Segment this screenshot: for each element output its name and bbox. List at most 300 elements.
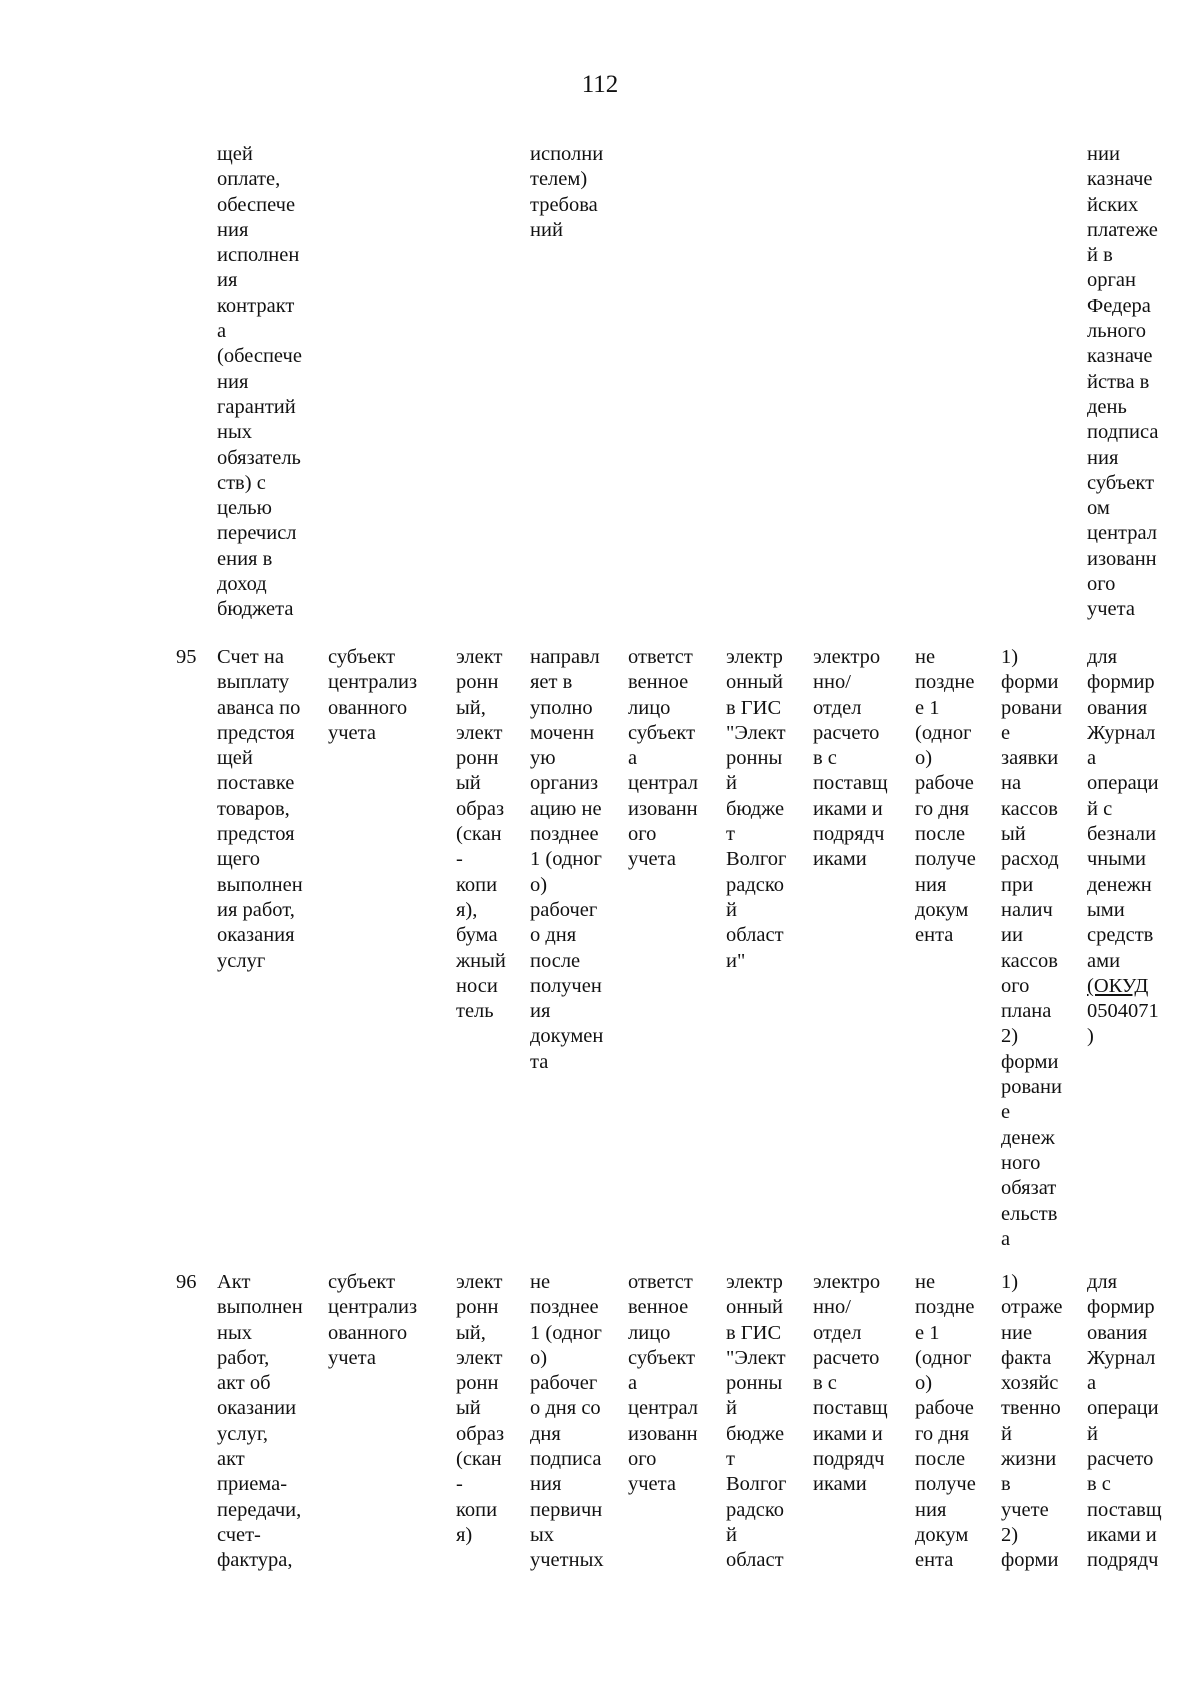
text-line: й	[726, 1397, 737, 1420]
text-line: аванса по	[217, 696, 301, 719]
text-line: отдел	[813, 1321, 862, 1344]
text-line: "Элект	[726, 1346, 786, 1369]
text-line: целью	[217, 497, 272, 520]
text-line: о)	[915, 747, 933, 770]
text-line: выполнен	[217, 873, 303, 896]
continuation-purpose-cell	[1087, 142, 1158, 623]
text-line: я)	[456, 1523, 473, 1546]
text-line: для	[1087, 1271, 1118, 1293]
text-line: йских	[1087, 193, 1139, 216]
text-line: й	[726, 898, 737, 921]
text-line: докум	[915, 1523, 969, 1546]
text-line: ии	[1001, 924, 1023, 947]
text-line: ования	[1087, 696, 1148, 719]
text-line: й	[1001, 1422, 1012, 1445]
text-line: щего	[217, 848, 261, 871]
text-line: ованного	[328, 696, 408, 719]
text-line: централ	[1087, 522, 1158, 545]
text-line: перечисл	[217, 522, 297, 545]
text-line: товаров,	[217, 797, 290, 820]
text-line: расчето	[813, 1346, 880, 1369]
text-line: ый,	[456, 1321, 486, 1344]
text-line: рабочег	[530, 1372, 598, 1395]
text-line: поставщ	[1087, 1498, 1162, 1521]
text-line: направл	[530, 646, 600, 668]
text-line: акт об	[217, 1372, 271, 1395]
text-line: о дня со	[530, 1397, 601, 1420]
text-line: учета	[328, 1346, 376, 1369]
text-line: е 1	[915, 696, 940, 719]
type-cell	[456, 645, 506, 1024]
text-line: ого	[1001, 974, 1030, 997]
text-line: поставщ	[813, 772, 888, 795]
text-line: в	[1001, 1473, 1011, 1496]
text-line: не	[915, 646, 936, 668]
text-line: при	[1001, 873, 1034, 896]
text-line: (скан	[456, 823, 502, 846]
text-line: венное	[628, 671, 689, 694]
text-line: позднее	[530, 823, 599, 846]
text-line: нно/	[813, 671, 851, 694]
text-line: ответст	[628, 646, 693, 668]
text-line: оказания	[217, 924, 295, 947]
text-line: ых	[530, 1523, 555, 1546]
text-line: (ОКУД	[1087, 974, 1149, 997]
text-line: ронн	[456, 747, 499, 770]
deadline-cell	[530, 645, 603, 1075]
text-line: контракт	[217, 294, 295, 317]
text-line: ств) с	[217, 471, 266, 494]
text-line: централиз	[328, 1296, 418, 1319]
text-line: го дня	[915, 797, 970, 820]
text-line: подписа	[1087, 421, 1159, 444]
text-line: получен	[530, 974, 602, 997]
text-line: образ	[456, 797, 505, 820]
text-line: ыми	[1087, 898, 1125, 921]
text-line: на	[1001, 772, 1022, 795]
text-line: Журнал	[1087, 1346, 1156, 1369]
text-line: ний	[530, 218, 563, 241]
text-line: субъект	[328, 1271, 396, 1293]
text-line: ронн	[456, 1372, 499, 1395]
text-line: операци	[1087, 1397, 1159, 1420]
text-line: бюдже	[726, 797, 785, 820]
text-line: кассов	[1001, 797, 1058, 820]
text-line: иками	[813, 1473, 867, 1496]
name-cell	[217, 1270, 303, 1574]
deadline-cell	[530, 1270, 604, 1574]
text-line: счет-	[217, 1523, 261, 1546]
text-line: налич	[1001, 898, 1053, 921]
text-line: ия работ,	[217, 898, 295, 921]
text-line: ния	[1087, 446, 1119, 469]
purpose-cell	[1001, 645, 1062, 1252]
page-number: 112	[581, 71, 619, 98]
text-line: субъект	[328, 646, 396, 668]
text-line: исполнен	[217, 244, 300, 267]
text-line: Счет на	[217, 646, 284, 668]
term-cell	[915, 645, 976, 949]
text-line: тель	[456, 1000, 494, 1023]
term-cell	[915, 1270, 976, 1574]
format-cell	[726, 1270, 786, 1574]
text-line: иками	[813, 848, 867, 871]
text-line: й	[726, 1523, 737, 1546]
text-line: телем)	[530, 168, 588, 191]
text-line: элект	[456, 1346, 503, 1369]
text-line: онный	[726, 1296, 783, 1319]
continuation-deadline-cell	[530, 142, 603, 243]
row-number: 95	[176, 646, 197, 668]
name-cell	[217, 645, 303, 974]
text-line: жный	[456, 949, 506, 972]
text-line: субъект	[628, 1346, 696, 1369]
text-line: отдел	[813, 696, 862, 719]
text-line: образ	[456, 1422, 505, 1445]
text-line: позднее	[530, 1296, 599, 1319]
text-line: кассов	[1001, 949, 1058, 972]
text-line: учета	[628, 1473, 676, 1496]
text-line: нии	[1087, 143, 1120, 165]
continuation-name-cell	[217, 142, 302, 623]
text-line: поздне	[915, 671, 975, 694]
text-line: электро	[813, 646, 881, 668]
text-line: заявки	[1001, 747, 1059, 770]
text-line: а	[1087, 1372, 1097, 1395]
author-cell	[328, 1270, 417, 1371]
text-line: в ГИС	[726, 1321, 782, 1344]
text-line: й	[1087, 1422, 1098, 1445]
text-line: и"	[726, 949, 746, 972]
text-line: ого	[628, 1448, 657, 1471]
text-line: выполнен	[217, 1296, 303, 1319]
text-line: элект	[456, 1271, 503, 1293]
text-line: организ	[530, 772, 599, 795]
text-line: не	[530, 1271, 551, 1293]
text-line: централ	[628, 1397, 699, 1420]
text-line: жизни	[1001, 1448, 1057, 1471]
text-line: ую	[530, 747, 556, 770]
text-line: 1)	[1001, 1271, 1019, 1293]
text-line: ого	[628, 823, 657, 846]
text-line: о)	[530, 873, 548, 896]
responsible-cell	[628, 1270, 698, 1498]
text-line: лицо	[628, 1321, 671, 1344]
text-line: а	[628, 1372, 638, 1395]
text-line: изованн	[628, 1422, 698, 1445]
text-line: передачи,	[217, 1498, 302, 1521]
text-line: й с	[1087, 797, 1113, 820]
text-line: 0504071	[1087, 1000, 1159, 1023]
text-line: е 1	[915, 1321, 940, 1344]
text-line: хозяйс	[1001, 1372, 1059, 1395]
text-line: яет в	[530, 671, 573, 694]
usage-cell	[1087, 645, 1159, 1050]
usage-cell	[1087, 1270, 1162, 1574]
text-line: плана	[1001, 1000, 1052, 1023]
text-line: ованного	[328, 1321, 408, 1344]
text-line: обязатель	[217, 446, 301, 469]
text-line: поставщ	[813, 1397, 888, 1420]
text-line: подрядч	[813, 823, 885, 846]
text-line: област	[726, 924, 784, 947]
text-line: ронны	[726, 1372, 783, 1395]
text-line: изованн	[628, 797, 698, 820]
text-line: ронн	[456, 1296, 499, 1319]
text-line: ния	[217, 370, 249, 393]
text-line: ый,	[456, 696, 486, 719]
text-line: электро	[813, 1271, 881, 1293]
text-line: в с	[1087, 1473, 1111, 1496]
text-line: "Элект	[726, 721, 786, 744]
text-line: иками и	[813, 797, 883, 820]
text-line: чными	[1087, 848, 1146, 871]
text-line: рабоче	[915, 1397, 974, 1420]
text-line: выплату	[217, 671, 290, 694]
format-cell	[726, 645, 786, 974]
text-line: й в	[1087, 244, 1113, 267]
text-line: форми	[1001, 671, 1059, 694]
text-line: )	[1087, 1025, 1094, 1048]
text-line: ый	[456, 1397, 481, 1420]
text-line: исполни	[530, 143, 604, 165]
text-line: форми	[1001, 1050, 1059, 1073]
text-line: ние	[1001, 1321, 1033, 1344]
text-line: денежн	[1087, 873, 1152, 896]
text-line: гарантий	[217, 395, 296, 418]
text-line: в с	[813, 747, 837, 770]
text-line: оказании	[217, 1397, 297, 1420]
text-line: ого	[1087, 573, 1116, 596]
text-line: орган	[1087, 269, 1136, 292]
text-line: подрядч	[1087, 1549, 1159, 1572]
text-line: централиз	[328, 671, 418, 694]
text-line: бума	[456, 924, 498, 947]
text-line: (одног	[915, 721, 972, 744]
text-line: обеспече	[217, 193, 296, 216]
text-line: онный	[726, 671, 783, 694]
text-line: в ГИС	[726, 696, 782, 719]
text-line: рабоче	[915, 772, 974, 795]
text-line: област	[726, 1549, 784, 1572]
text-line: е	[1001, 1101, 1011, 1124]
text-line: рабочег	[530, 898, 598, 921]
text-line: Акт	[217, 1271, 251, 1293]
text-line: приема-	[217, 1473, 288, 1496]
text-line: ных	[217, 421, 252, 444]
recipient-cell	[813, 1270, 888, 1498]
text-line: твенно	[1001, 1397, 1061, 1420]
text-line: операци	[1087, 772, 1159, 795]
text-line: т	[726, 823, 735, 846]
text-line: централ	[628, 772, 699, 795]
text-line: после	[530, 949, 581, 972]
text-line: (обеспече	[217, 345, 302, 368]
text-line: учета	[1087, 598, 1135, 621]
text-line: йства в	[1087, 370, 1150, 393]
text-line: 1 (одног	[530, 1321, 602, 1344]
text-line: ния	[530, 1473, 562, 1496]
text-line: радско	[726, 873, 785, 896]
text-line: 2)	[1001, 1523, 1019, 1546]
text-line: услуг,	[217, 1422, 269, 1445]
text-line: отраже	[1001, 1296, 1063, 1319]
text-line: я),	[456, 898, 478, 921]
responsible-cell	[628, 645, 698, 873]
text-line: предстоя	[217, 721, 295, 744]
text-line: докум	[915, 898, 969, 921]
text-line: Волгог	[726, 848, 787, 871]
text-line: копи	[456, 1498, 498, 1521]
text-line: моченн	[530, 721, 595, 744]
text-line: иками и	[1087, 1523, 1157, 1546]
text-line: о)	[915, 1372, 933, 1395]
text-line: ования	[1087, 1321, 1148, 1344]
text-line: средств	[1087, 924, 1154, 947]
text-line: для	[1087, 646, 1118, 668]
text-line: после	[915, 823, 966, 846]
text-line: расчето	[1087, 1448, 1154, 1471]
text-line: Журнал	[1087, 721, 1156, 744]
text-line: работ,	[217, 1346, 270, 1369]
text-line: венное	[628, 1296, 689, 1319]
text-line: Федера	[1087, 294, 1151, 317]
text-line: обязат	[1001, 1177, 1057, 1200]
text-line: денеж	[1001, 1126, 1055, 1149]
text-line: а	[217, 320, 227, 343]
text-line: ами	[1087, 949, 1121, 972]
text-line: о дня	[530, 924, 577, 947]
text-line: о)	[530, 1346, 548, 1369]
text-line: 2)	[1001, 1025, 1019, 1048]
text-line: ния	[217, 218, 249, 241]
text-line: казначе	[1087, 345, 1153, 368]
text-line: акт	[217, 1448, 245, 1471]
text-line: а	[628, 747, 638, 770]
text-line: оплате,	[217, 168, 281, 191]
text-line: носи	[456, 974, 498, 997]
text-line: ных	[217, 1321, 252, 1344]
text-line: расчето	[813, 721, 880, 744]
text-line: ответст	[628, 1271, 693, 1293]
text-line: изованн	[1087, 547, 1157, 570]
text-line: формир	[1087, 1296, 1155, 1319]
text-line: щей	[217, 143, 253, 165]
text-line: субъект	[628, 721, 696, 744]
text-line: электр	[726, 1271, 783, 1293]
text-line: ровани	[1001, 1076, 1062, 1099]
text-line: предстоя	[217, 823, 295, 846]
text-line: услуг	[217, 949, 266, 972]
text-line: субъект	[1087, 471, 1155, 494]
text-line: фактура,	[217, 1549, 293, 1572]
text-line: ента	[915, 1549, 954, 1572]
text-line: льного	[1087, 320, 1146, 343]
text-line: ронн	[456, 671, 499, 694]
type-cell	[456, 1270, 504, 1548]
text-line: день	[1087, 395, 1127, 418]
text-line: та	[530, 1050, 549, 1073]
text-line: го дня	[915, 1422, 970, 1445]
text-line: а	[1087, 747, 1097, 770]
text-line: докумен	[530, 1025, 604, 1048]
text-line: 1 (одног	[530, 848, 602, 871]
text-line: ения в	[217, 547, 273, 570]
author-cell	[328, 645, 417, 746]
row-number: 96	[176, 1271, 197, 1293]
text-line: элект	[456, 721, 503, 744]
text-line: факта	[1001, 1346, 1052, 1369]
text-line: получе	[915, 1473, 976, 1496]
text-line: ния	[915, 1498, 947, 1521]
text-line: подписа	[530, 1448, 602, 1471]
text-line: формир	[1087, 671, 1155, 694]
text-line: получе	[915, 848, 976, 871]
text-line: е	[1001, 721, 1011, 744]
text-line: ый	[456, 772, 481, 795]
text-line: -	[456, 848, 463, 871]
text-line: ия	[217, 269, 238, 292]
text-line: 1)	[1001, 646, 1019, 668]
text-line: ного	[1001, 1151, 1041, 1174]
text-line: ента	[915, 924, 954, 947]
text-line: ронны	[726, 747, 783, 770]
text-line: дня	[530, 1422, 561, 1445]
text-line: поздне	[915, 1296, 975, 1319]
text-line: электр	[726, 646, 783, 668]
purpose-cell	[1001, 1270, 1063, 1574]
recipient-cell	[813, 645, 888, 873]
text-line: требова	[530, 193, 598, 216]
text-line: подрядч	[813, 1448, 885, 1471]
text-line: бюджета	[217, 598, 294, 621]
text-line: й	[726, 772, 737, 795]
text-line: ом	[1087, 497, 1110, 520]
text-line: учете	[1001, 1498, 1049, 1521]
text-line: элект	[456, 646, 503, 668]
text-line: уполно	[530, 696, 593, 719]
text-line: поставке	[217, 772, 295, 795]
text-line: ельств	[1001, 1202, 1058, 1225]
text-line: форми	[1001, 1549, 1059, 1572]
text-line: (скан	[456, 1448, 502, 1471]
text-line: -	[456, 1473, 463, 1496]
text-line: копи	[456, 873, 498, 896]
text-line: а	[1001, 1227, 1011, 1250]
text-line: (одног	[915, 1346, 972, 1369]
text-line: учета	[328, 721, 376, 744]
text-line: учетных	[530, 1549, 604, 1572]
text-line: платеже	[1087, 218, 1158, 241]
text-line: ия	[530, 1000, 551, 1023]
text-line: расход	[1001, 848, 1059, 871]
text-line: ровани	[1001, 696, 1062, 719]
text-line: Волгог	[726, 1473, 787, 1496]
text-line: доход	[217, 573, 267, 596]
text-line: лицо	[628, 696, 671, 719]
text-line: не	[915, 1271, 936, 1293]
text-line: иками и	[813, 1422, 883, 1445]
text-line: в с	[813, 1372, 837, 1395]
text-line: щей	[217, 747, 253, 770]
text-line: нно/	[813, 1296, 851, 1319]
text-line: безнали	[1087, 823, 1157, 846]
text-line: первичн	[530, 1498, 603, 1521]
text-line: бюдже	[726, 1422, 785, 1445]
text-line: радско	[726, 1498, 785, 1521]
text-line: ый	[1001, 823, 1026, 846]
text-line: ацию не	[530, 797, 602, 820]
